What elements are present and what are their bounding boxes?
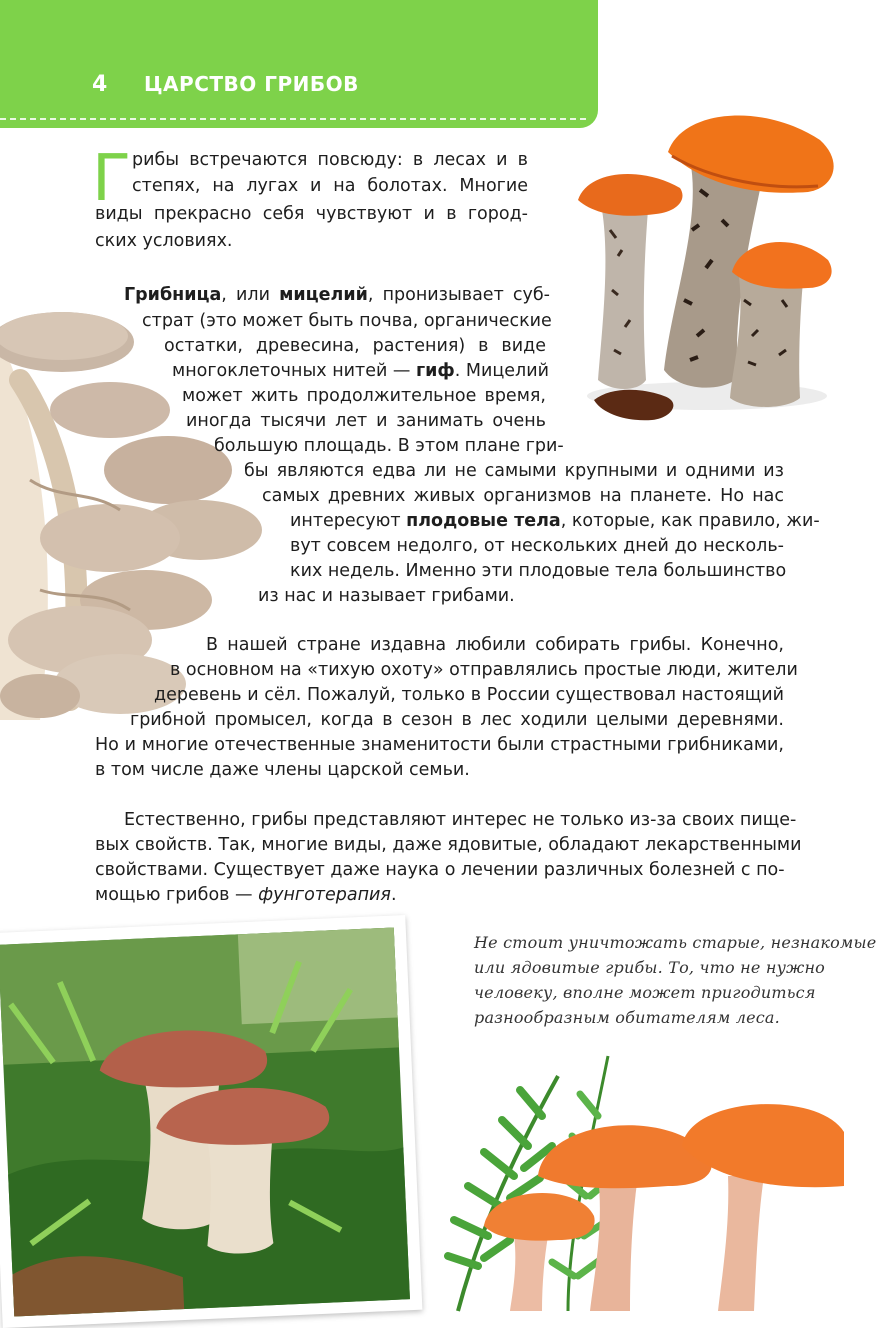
forest-boletus-photo xyxy=(0,928,410,1317)
para3-line: в том числе даже члены царской семьи. xyxy=(95,760,470,780)
para2-line: вут совсем недолго, от нескольких дней до несколь- xyxy=(290,536,784,556)
para4-line: вых свойств. Так, многие виды, даже ядовитые, обладают лекарственными xyxy=(95,835,802,855)
para2-line: остатки, древесина, растения) в виде xyxy=(164,336,546,356)
para2-line: из нас и называет грибами. xyxy=(258,586,515,606)
orange-mushrooms-fern-illustration xyxy=(418,1036,844,1311)
para3-line: В нашей стране издавна любили собирать грибы. Конечно, xyxy=(206,635,784,655)
handwritten-note-line: Не стоит уничтожать старые, незнакомые xyxy=(474,933,876,952)
drop-cap: Г xyxy=(92,142,132,216)
para3-line: грибной промысел, когда в сезон в лес ходили целыми деревнями. xyxy=(130,710,784,730)
handwritten-note-line: человеку, вполне может пригодиться xyxy=(474,983,816,1002)
page-number: 4 xyxy=(92,72,108,97)
para3-line: деревень и сёл. Пожалуй, только в России существовал настоящий xyxy=(154,685,784,705)
para2-line: самых древних живых организмов на планете. Но нас xyxy=(262,486,784,506)
header-divider xyxy=(0,118,586,120)
para2-line: страт (это может быть почва, органические xyxy=(142,311,552,331)
intro-line: виды прекрасно себя чувствуют и в город- xyxy=(95,204,528,224)
para3-line: в основном на «тихую охоту» отправлялись простые люди, жители xyxy=(170,660,798,680)
para2-line: иногда тысячи лет и занимать очень xyxy=(186,411,546,431)
boletus-illustration xyxy=(572,100,844,440)
para3-line: Но и многие отечественные знаменитости были страстными грибниками, xyxy=(95,735,784,755)
para4-line: свойствами. Существует даже наука о лечении различных болезней с по- xyxy=(95,860,785,880)
para2-line: многоклеточных нитей — гиф. Мицелий xyxy=(172,361,549,381)
handwritten-note-line: разнообразным обитателям леса. xyxy=(474,1008,780,1027)
forest-photo-frame xyxy=(0,915,422,1328)
para4-line: мощью грибов — фунготерапия. xyxy=(95,885,397,905)
intro-line: рибы встречаются повсюду: в лесах и в xyxy=(132,150,528,170)
para2-line: бы являются едва ли не самыми крупными и одними из xyxy=(244,461,784,481)
para2-line: может жить продолжительное время, xyxy=(182,386,546,406)
handwritten-note-line: или ядовитые грибы. То, что не нужно xyxy=(474,958,826,977)
para2-line: интересуют плодовые тела, которые, как правило, жи- xyxy=(290,511,820,531)
para4-line: Естественно, грибы представляют интерес не только из-за своих пище- xyxy=(124,810,797,830)
para2-line: Грибница, или мицелий, пронизывает суб- xyxy=(124,285,550,305)
section-title: ЦАРСТВО ГРИБОВ xyxy=(144,72,359,96)
intro-line: степях, на лугах и на болотах. Многие xyxy=(132,176,528,196)
para2-line: ких недель. Именно эти плодовые тела большинство xyxy=(290,561,787,581)
intro-line: ских условиях. xyxy=(95,231,233,251)
para2-line: большую площадь. В этом плане гри- xyxy=(214,436,564,456)
header-band xyxy=(0,0,598,128)
